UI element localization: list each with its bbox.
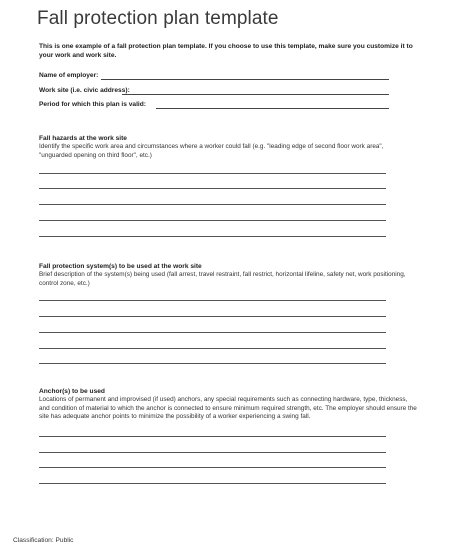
hazards-line[interactable]	[39, 220, 386, 221]
work-site-label: Work site (i.e. civic address):	[39, 87, 130, 94]
anchors-line[interactable]	[39, 452, 386, 453]
systems-line[interactable]	[39, 300, 386, 301]
systems-description: Brief description of the system(s) being used (fall arrest, travel restraint, fall restrict, horizontal lifeline, safety net, work positioning, control zone, etc.)	[39, 271, 406, 287]
classification-label: Classification: Public	[13, 537, 74, 544]
work-site-field	[39, 87, 389, 97]
anchors-line[interactable]	[39, 467, 386, 468]
systems-heading: Fall protection system(s) to be used at the work site	[39, 263, 202, 270]
hazards-line[interactable]	[39, 188, 386, 189]
anchors-description: Locations of permanent and improvised (if used) anchors, any special requirements such as connecting hardware, type, thickness, and condition of material to which the anchor is connected to ensure minimum required strength, etc. The employer should ensure the site has adequate anchor points to minimize the possibility of a worker experiencing a swing fall.	[39, 396, 417, 420]
anchors-line[interactable]	[39, 436, 386, 437]
systems-line[interactable]	[39, 332, 386, 333]
hazards-description: Identify the specific work area and circumstances where a worker could fall (e.g. "leading edge of second floor work area", "unguarded opening on third floor", etc.)	[39, 143, 384, 159]
hazards-line[interactable]	[39, 204, 386, 205]
employer-field	[39, 72, 389, 82]
anchors-heading: Anchor(s) to be used	[39, 388, 105, 395]
intro-text: This is one example of a fall protection plan template. If you choose to use this template, make sure you customize it to your work and work site.	[39, 43, 413, 59]
work-site-input-line[interactable]	[122, 94, 389, 95]
employer-input-line[interactable]	[101, 79, 389, 80]
systems-line[interactable]	[39, 363, 386, 364]
period-label: Period for which this plan is valid:	[39, 101, 146, 108]
hazards-heading: Fall hazards at the work site	[39, 135, 127, 142]
systems-line[interactable]	[39, 348, 386, 349]
document-title: Fall protection plan template	[37, 8, 279, 29]
hazards-line[interactable]	[39, 173, 386, 174]
anchors-line[interactable]	[39, 483, 386, 484]
employer-label: Name of employer:	[39, 72, 99, 79]
systems-line[interactable]	[39, 316, 386, 317]
period-field	[39, 101, 389, 111]
hazards-line[interactable]	[39, 236, 386, 237]
period-input-line[interactable]	[156, 108, 389, 109]
